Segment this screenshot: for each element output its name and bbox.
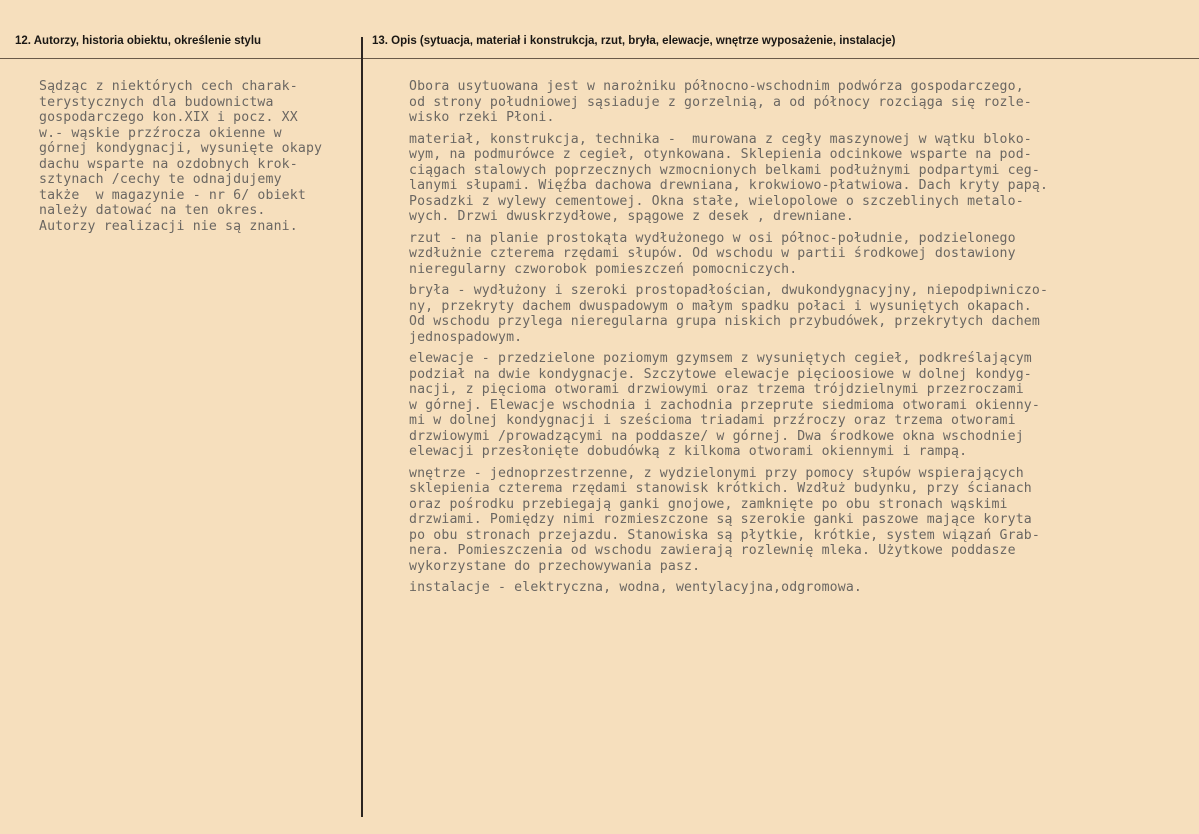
text-line: terystycznych dla budownictwa [39,94,274,110]
text-line: wisko rzeki Płoni. [409,110,555,125]
paragraph-massing [409,283,1194,345]
text-line: wym, na podmurówce z cegieł, otynkowana. Sklepienia odcinkowe wsparte na pod- [409,147,1032,162]
section-12-header: 12. Autorzy, historia obiektu, określenie stylu [15,35,262,47]
text-line: nacji, z pięcioma otworami drzwiowymi oraz trzema trójdzielnymi przezroczami [409,382,1024,397]
text-line: należy datować na ten okres. [39,203,266,218]
paragraph-plan [409,231,1194,278]
text-line: lanymi słupami. Więźba dachowa drewniana, krokwiowo-płatwiowa. Dach kryty papą. [409,178,1049,193]
text-line: ny, przekryty dachem dwuspadowym o małym spadku połaci i wysuniętych okapach. [409,298,1032,314]
text-line: Posadzki z wylewy cementowej. Okna stałe, wielopolowe o szczeblinych metalo- [409,193,1024,209]
text-line: wzdłużnie czterema rzędami słupów. Od wschodu w partii środkowej dostawiony [409,246,1016,261]
text-line: podział na dwie kondygnacje. Szczytowe elewacje pięcioosiowe w dolnej kondyg- [409,366,1032,382]
text-line: bryła - wydłużony i szeroki prostopadłościan, dwukondygnacyjny, niepodpiwniczo- [409,283,1049,298]
text-line: w.- wąskie przźrocza okienne w [39,125,282,141]
text-line: po obu stronach przejazdu. Stanowiska są płytkie, krótkie, system wiązań Grab- [409,527,1040,543]
text-line: mi w dolnej kondygnacji i sześcioma triadami przźroczy oraz trzema otworami [409,413,1016,428]
text-line: od strony południowej sąsiaduje z gorzelnią, a od północy rozciąga się rozle- [409,94,1032,110]
text-line: wykorzystane do przechowywania pasz. [409,558,701,574]
header-rule [0,58,1199,59]
paragraph-material [409,132,1194,225]
text-line: Autorzy realizacji nie są znani. [39,218,298,234]
text-line: oraz pośrodku przebiegają ganki gnojowe, zamknięte po obu stronach wąskimi [409,496,1008,512]
section-13-header: 13. Opis (sytuacja, materiał i konstrukcja, rzut, bryła, elewacje, wnętrze wyposażenie, instalacje) [372,35,896,47]
text-line: drzwiami. Pomiędzy nimi rozmieszczone są szerokie ganki paszowe mające koryta [409,512,1032,527]
text-line: wych. Drzwi dwuskrzydłowe, spągowe z desek , drewniane. [409,209,854,224]
text-line: wnętrze - jednoprzestrzenne, z wydzielonymi przy pomocy słupów wspierających [409,465,1024,481]
text-line: także w magazynie - nr 6/ obiekt [39,187,306,203]
text-line: sklepienia czterema rzędami stanowisk krótkich. Wzdłuż budynku, przy ścianach [409,481,1032,496]
text-line: rzut - na planie prostokąta wydłużonego w osi północ-południe, podzielonego [409,230,1016,246]
text-line: elewacji przesłonięte dobudówką z kilkoma otworami okiennymi i rampą. [409,444,968,459]
section-12-text [39,79,359,234]
text-line: górnej kondygnacji, wysunięte okapy [39,141,323,156]
text-line: Sądząc z niektórych cech charak- [39,79,298,94]
text-line: sztynach /cechy te odnajdujemy [39,172,282,187]
text-line: w górnej. Elewacje wschodnia i zachodnia przeprute siedmioma otworami okienny- [409,397,1040,413]
text-line: Od wschodu przylega nieregularna grupa niskich przybudówek, przekrytych dachem [409,314,1040,329]
paragraph-installations [409,580,1194,596]
text-line: ciągach stalowych poprzecznych wzmocnionych belkami podłużnymi podpartymi ceg- [409,162,1040,178]
paragraph-situation [409,79,1194,126]
text-line: dachu wsparte na ozdobnych krok- [39,156,298,172]
text-line: instalacje - elektryczna, wodna, wentylacyjna,odgromowa. [409,580,863,595]
column-divider [361,37,363,817]
text-line: gospodarczego kon.XIX i pocz. XX [39,110,298,125]
text-line: nera. Pomieszczenia od wschodu zawierają rozlewnię mleka. Użytkowe poddasze [409,543,1016,558]
text-line: nieregularny czworobok pomieszczeń pomocniczych. [409,261,798,277]
paragraph-elevations [409,351,1194,460]
text-line: materiał, konstrukcja, technika - murowana z cegły maszynowej w wątku bloko- [409,131,1032,147]
paragraph-interior [409,466,1194,575]
text-line: drzwiowymi /prowadzącymi na poddasze/ w górnej. Dwa środkowe okna wschodniej [409,428,1024,444]
text-line: elewacje - przedzielone poziomym gzymsem z wysuniętych cegieł, podkreślającym [409,351,1032,366]
section-13-text [409,79,1194,602]
text-line: jednospadowym. [409,329,523,345]
text-line: Obora usytuowana jest w narożniku północno-wschodnim podwórza gospodarczego, [409,79,1024,94]
